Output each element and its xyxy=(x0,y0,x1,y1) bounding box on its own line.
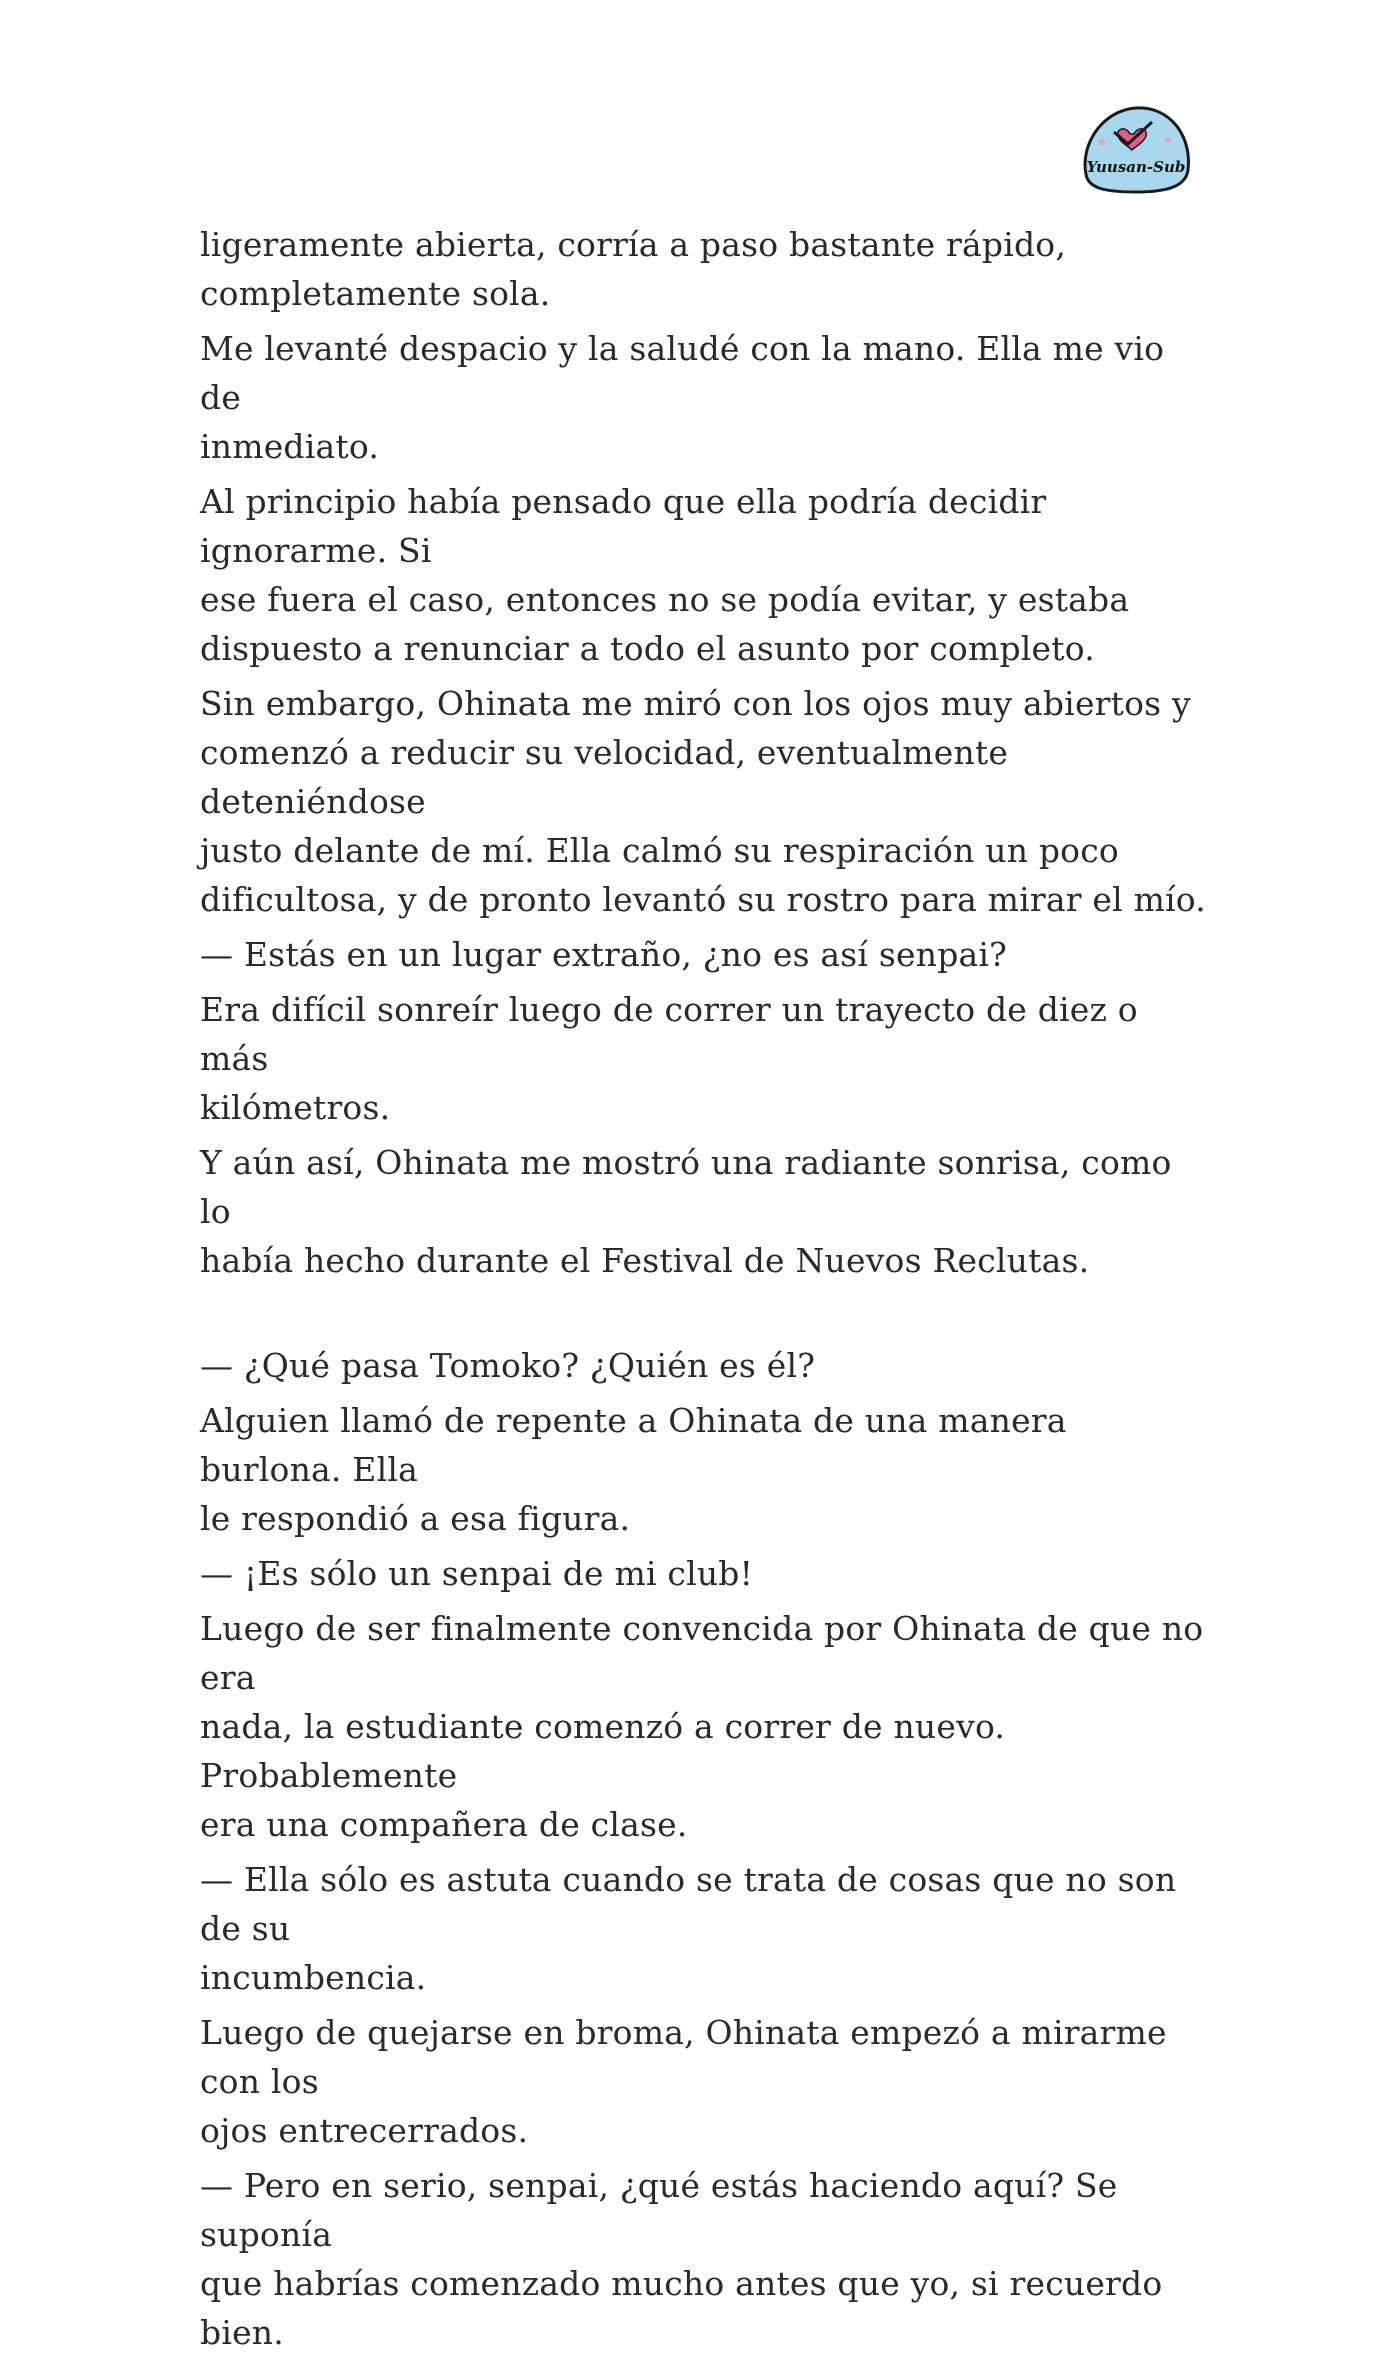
paragraph: Luego de quejarse en broma, Ohinata empezó a mirarme con los ojos entrecerrados. xyxy=(200,2013,1167,2150)
watermark-text: Yuusan-Sub xyxy=(1086,158,1186,176)
watermark-logo xyxy=(1078,104,1194,196)
dialogue-line: — Pero en serio, senpai, ¿qué estás haciendo aquí? Se suponía que habrías comenzado mucho antes que yo, si recuerdo bien. xyxy=(200,2166,1163,2352)
body-text xyxy=(200,220,1210,2363)
paragraph: Sin embargo, Ohinata me miró con los ojos muy abiertos y comenzó a reducir su velocidad, eventualmente deteniéndose justo delante de mí. Ella calmó su respiración un poco dificultosa, y de pronto levantó su rostro para mirar el mío. xyxy=(200,684,1206,919)
paragraph: Me levanté despacio y la saludé con la mano. Ella me vio de inmediato. xyxy=(200,329,1165,466)
sparkle-icon xyxy=(1099,139,1105,145)
paragraph: Al principio había pensado que ella podría decidir ignorarme. Si ese fuera el caso, entonces no se podía evitar, y estaba dispuesto a renunciar a todo el asunto por completo. xyxy=(200,482,1130,668)
paragraph: ligeramente abierta, corría a paso bastante rápido, completamente sola. xyxy=(200,225,1067,313)
dialogue-line: — Ella sólo es astuta cuando se trata de cosas que no son de su incumbencia. xyxy=(200,1860,1177,1997)
paragraph: Alguien llamó de repente a Ohinata de una manera burlona. Ella le respondió a esa figura. xyxy=(200,1401,1067,1538)
paragraph: Era difícil sonreír luego de correr un trayecto de diez o más kilómetros. xyxy=(200,990,1138,1127)
dialogue-line: — ¿Qué pasa Tomoko? ¿Quién es él? xyxy=(200,1346,816,1385)
watermark-blob xyxy=(1085,108,1188,192)
paragraph: Luego de ser finalmente convencida por Ohinata de que no era nada, la estudiante comenzó a correr de nuevo. Probablemente era una compañera de clase. xyxy=(200,1609,1204,1844)
sparkle-icon xyxy=(1165,137,1171,143)
paragraph: Y aún así, Ohinata me mostró una radiante sonrisa, como lo había hecho durante el Festival de Nuevos Reclutas. xyxy=(200,1143,1172,1280)
dialogue-line: — Estás en un lugar extraño, ¿no es así senpai? xyxy=(200,935,1008,974)
dialogue-line: — ¡Es sólo un senpai de mi club! xyxy=(200,1554,754,1593)
section-gap xyxy=(200,1291,1210,1341)
